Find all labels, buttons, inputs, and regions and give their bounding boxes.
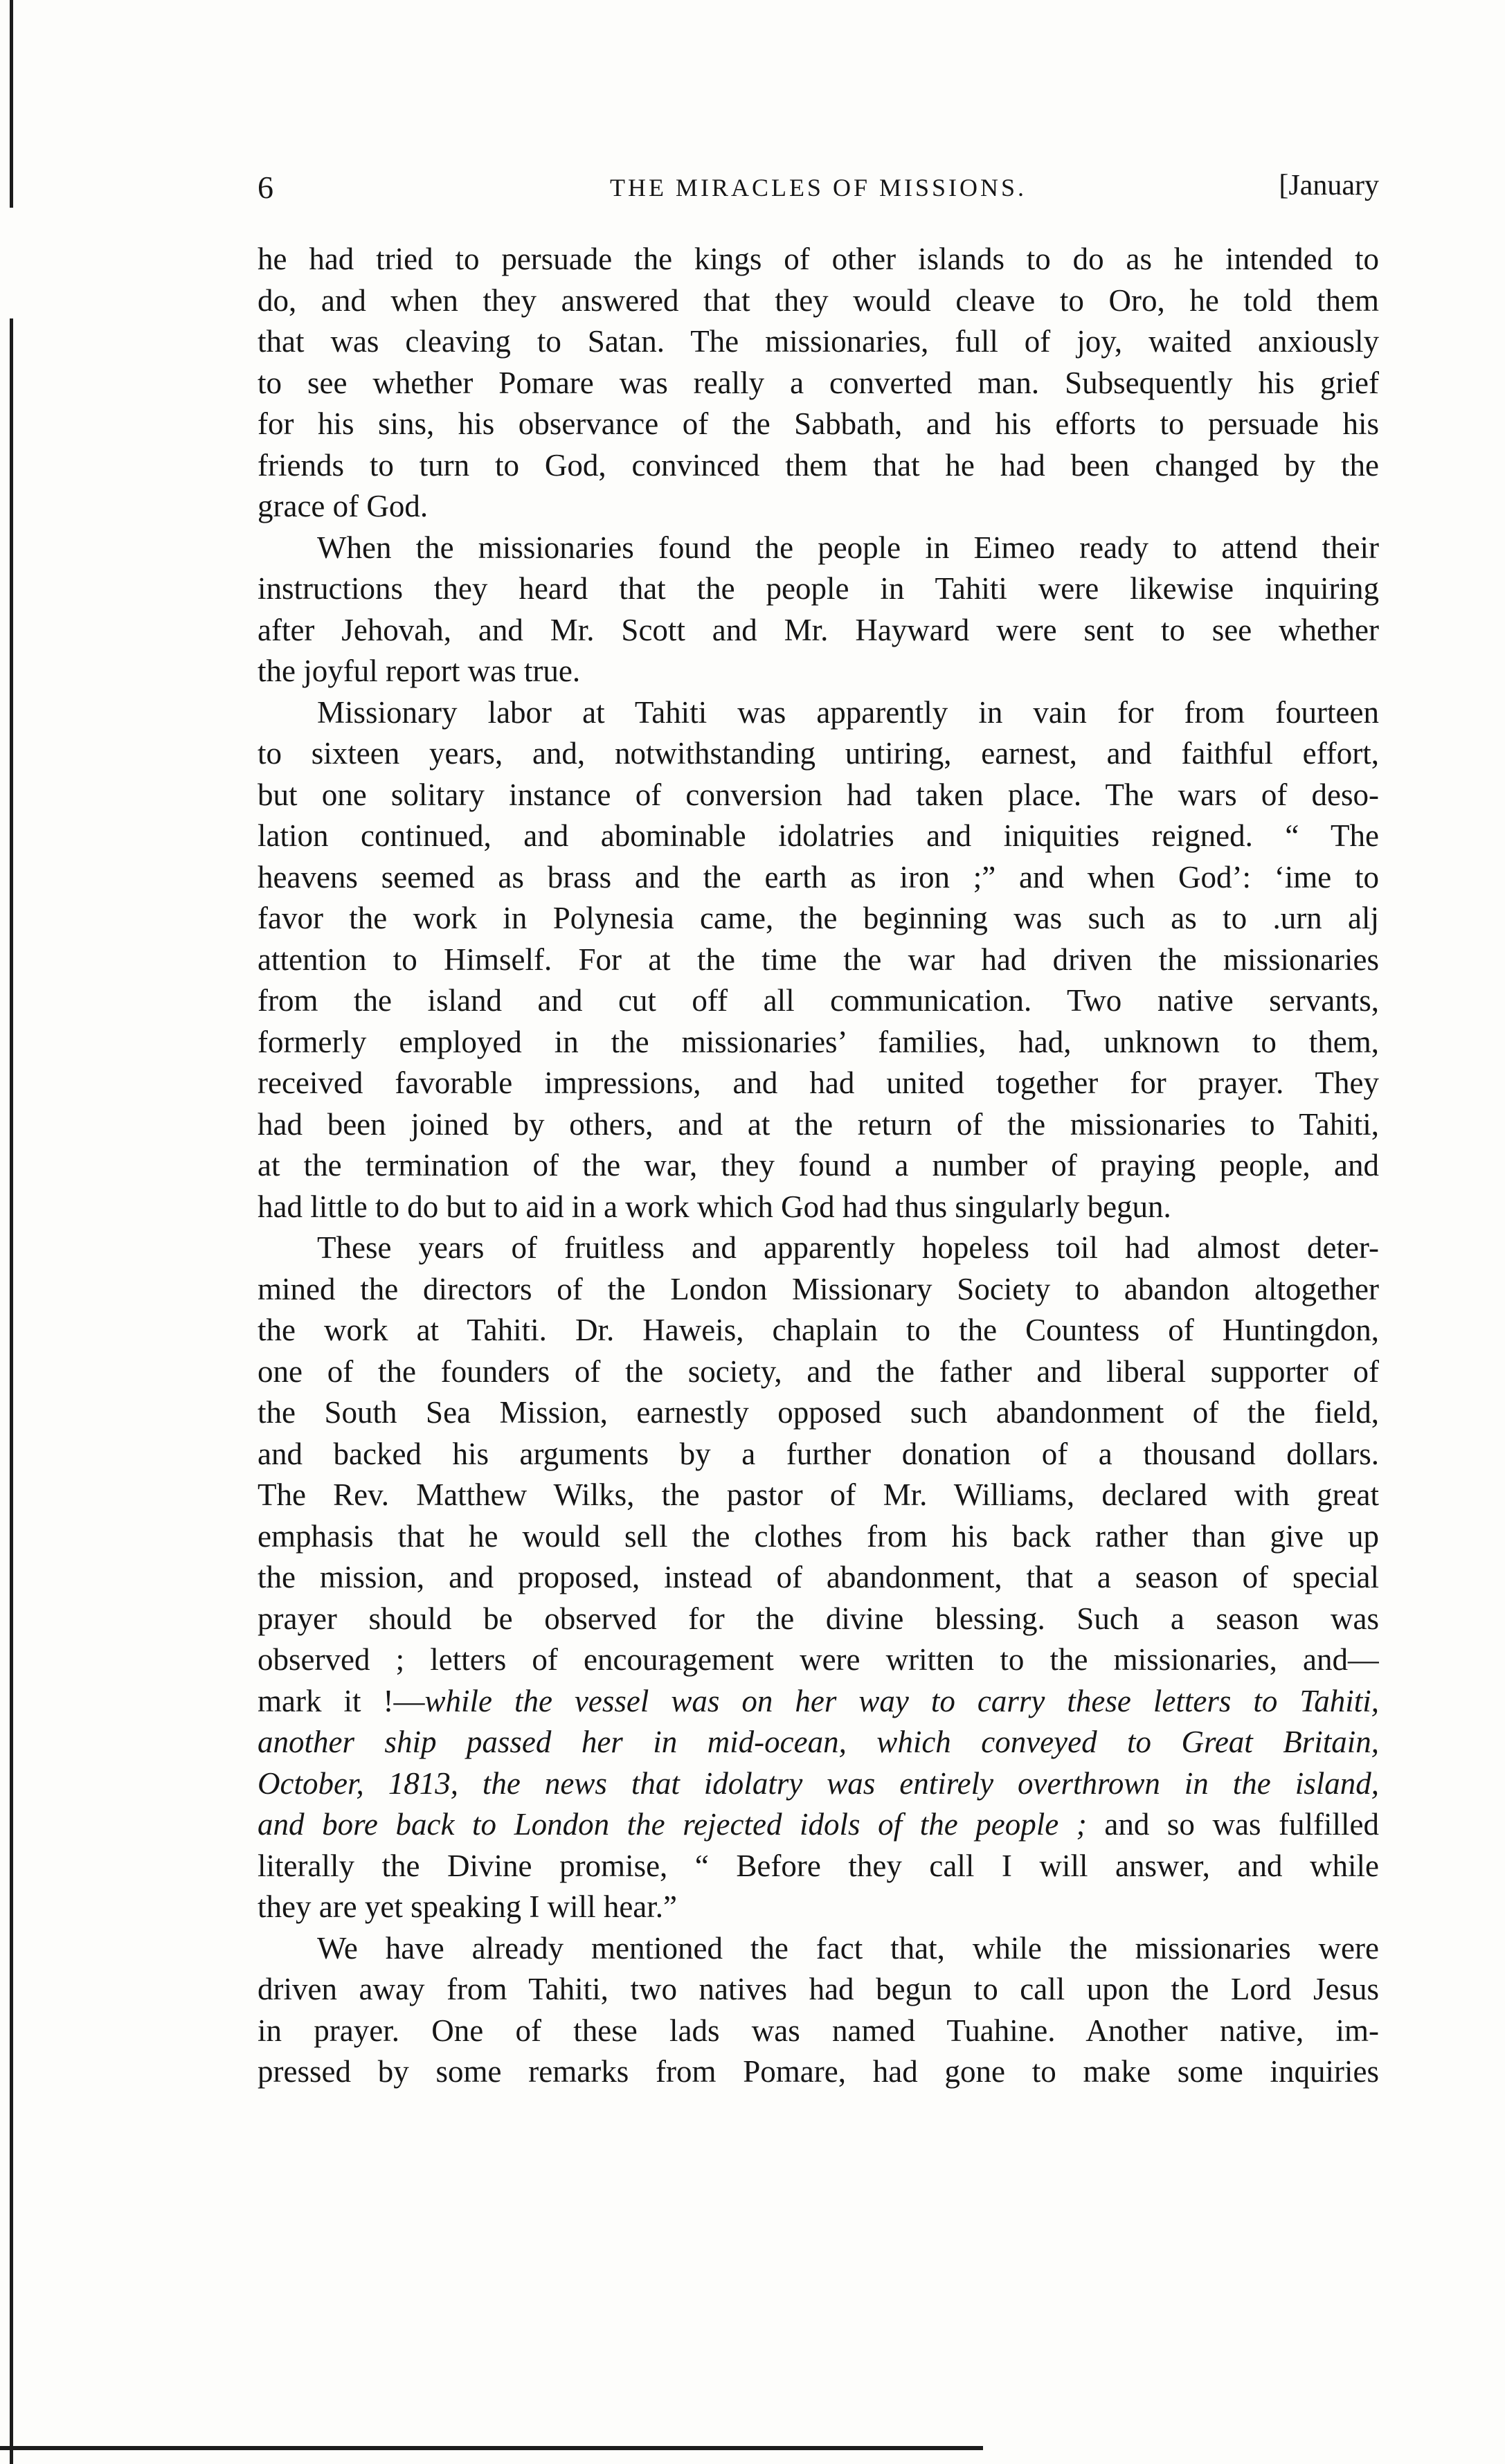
scan-edge-bottom	[0, 2446, 983, 2450]
line-text: had been joined by others, and at the return of the missionaries to Tahiti,	[258, 1106, 1379, 1142]
line-text: When the missionaries found the people in Eimeo ready to attend their	[317, 530, 1379, 565]
line-text: attention to Himself. For at the time the war had driven the missionaries	[258, 942, 1379, 977]
text-line	[258, 733, 1379, 775]
text-line	[258, 1928, 1379, 1970]
line-text: lation continued, and abominable idolatries and iniquities reigned. “ The	[258, 818, 1379, 853]
line-text: driven away from Tahiti, two natives had begun to call upon the Lord Jesus	[258, 1972, 1379, 2006]
text-line	[258, 1887, 1379, 1928]
running-title: THE MIRACLES OF MISSIONS.	[609, 174, 1027, 201]
scan-edge-gap	[7, 208, 17, 318]
text-line	[258, 280, 1379, 322]
text-line	[258, 445, 1379, 487]
line-text: emphasis that he would sell the clothes from his back rather than give up	[258, 1518, 1379, 1554]
line-text: literally the Divine promise, “ Before they call I will answer, and while	[258, 1848, 1379, 1883]
text-line	[258, 1269, 1379, 1311]
text-line	[258, 980, 1379, 1022]
line-text: to see whether Pomare was really a converted man. Subsequently his grief	[258, 365, 1379, 400]
text-line	[258, 816, 1379, 857]
line-text: in prayer. One of these lads was named Tuahine. Another native, im-	[258, 2013, 1379, 2048]
line-text: he had tried to persuade the kings of other islands to do as he intended to	[258, 242, 1379, 276]
text-line	[258, 404, 1379, 445]
text-line	[258, 1557, 1379, 1599]
text-line	[258, 898, 1379, 939]
text-line	[258, 486, 1379, 528]
line-text: pressed by some remarks from Pomare, had gone to make some inquiries	[258, 2054, 1379, 2089]
line-text: favor the work in Polynesia came, the beginning was such as to .urn alj	[258, 901, 1379, 935]
line-text: friends to turn to God, convinced them that he had been changed by the	[258, 447, 1379, 483]
text-line	[258, 1187, 1379, 1228]
text-line	[258, 1475, 1379, 1516]
line-text: received favorable impressions, and had united together for prayer. They	[258, 1065, 1379, 1100]
text-line	[258, 1145, 1379, 1187]
line-text: The Rev. Matthew Wilks, the pastor of Mr. Williams, declared with great	[258, 1477, 1379, 1512]
text-line	[258, 1022, 1379, 1063]
line-text: These years of fruitless and apparently hopeless toil had almost deter-	[317, 1230, 1379, 1265]
line-italic-text: while the vessel was on her way to carry these letters to Tahiti,	[424, 1683, 1379, 1718]
line-text: mark it !—	[258, 1683, 425, 1718]
text-line	[258, 1681, 1379, 1723]
text-line	[258, 1227, 1379, 1269]
line-text: one of the founders of the society, and the father and liberal supporter of	[258, 1354, 1379, 1389]
text-line	[258, 1351, 1379, 1393]
text-line	[258, 568, 1379, 610]
page-header	[258, 165, 1379, 213]
line-text: the work at Tahiti. Dr. Haweis, chaplain to the Countess of Huntingdon,	[258, 1313, 1379, 1347]
line-text: heavens seemed as brass and the earth as iron ;” and when God’: ‘ime to	[258, 859, 1379, 894]
scan-edge-left	[10, 0, 13, 2464]
text-line	[258, 239, 1379, 280]
text-line	[258, 610, 1379, 651]
line-text: had little to do but to aid in a work which God had thus singularly begun.	[258, 1189, 1171, 1224]
text-line	[258, 857, 1379, 899]
text-line	[258, 692, 1379, 734]
line-text: to sixteen years, and, notwithstanding untiring, earnest, and faithful effort,	[258, 736, 1379, 771]
line-text: from the island and cut off all communication. Two native servants,	[258, 983, 1379, 1018]
text-line	[258, 651, 1379, 692]
line-italic-text: another ship passed her in mid-ocean, which conveyed to Great Britain,	[258, 1725, 1379, 1759]
line-text: for his sins, his observance of the Sabbath, and his efforts to persuade his	[258, 406, 1379, 441]
text-line	[258, 1599, 1379, 1640]
text-line	[258, 1969, 1379, 2011]
text-line	[258, 363, 1379, 404]
line-text: the joyful report was true.	[258, 654, 581, 688]
text-line	[258, 2051, 1379, 2093]
line-text: grace of God.	[258, 489, 429, 523]
text-line	[258, 1639, 1379, 1681]
text-line	[258, 1722, 1379, 1763]
text-line	[258, 939, 1379, 981]
line-text: prayer should be observed for the divine blessing. Such a season was	[258, 1601, 1379, 1636]
line-text: after Jehovah, and Mr. Scott and Mr. Hayward were sent to see whether	[258, 612, 1379, 647]
text-line	[258, 1516, 1379, 1558]
line-text: We have already mentioned the fact that, while the missionaries were	[317, 1930, 1379, 1966]
text-line	[258, 1846, 1379, 1887]
header-month: [January	[1279, 170, 1379, 201]
line-text: the mission, and proposed, instead of abandonment, that a season of special	[258, 1560, 1379, 1594]
text-line	[258, 1104, 1379, 1146]
line-text: but one solitary instance of conversion had taken place. The wars of deso-	[258, 777, 1379, 812]
line-text: they are yet speaking I will hear.”	[258, 1889, 678, 1924]
text-line	[258, 1063, 1379, 1104]
line-italic-text: October, 1813, the news that idolatry was entirely overthrown in the island,	[258, 1765, 1379, 1801]
text-line	[258, 1434, 1379, 1475]
line-text: that was cleaving to Satan. The missionaries, full of joy, waited anxiously	[258, 324, 1379, 359]
line-text: and backed his arguments by a further donation of a thousand dollars.	[258, 1436, 1379, 1471]
line-text: Missionary labor at Tahiti was apparently in vain for from fourteen	[317, 694, 1379, 730]
line-text: at the termination of the war, they found a number of praying people, and	[258, 1148, 1379, 1182]
line-text: formerly employed in the missionaries’ families, had, unknown to them,	[258, 1024, 1379, 1059]
line-text: do, and when they answered that they would cleave to Oro, he told them	[258, 282, 1379, 318]
line-text-after: and so was fulfilled	[1086, 1807, 1379, 1842]
line-text: instructions they heard that the people in Tahiti were likewise inquiring	[258, 571, 1379, 606]
text-line	[258, 1310, 1379, 1351]
text-line	[258, 321, 1379, 363]
body-text	[258, 239, 1379, 2093]
text-line	[258, 1392, 1379, 1434]
text-line	[258, 1763, 1379, 1805]
line-text: mined the directors of the London Missionary Society to abandon altogether	[258, 1271, 1379, 1306]
text-line	[258, 775, 1379, 816]
page-number: 6	[258, 170, 273, 205]
text-line	[258, 528, 1379, 569]
text-line	[258, 1804, 1379, 1846]
line-text: the South Sea Mission, earnestly opposed such abandonment of the field,	[258, 1395, 1379, 1430]
line-italic-text: and bore back to London the rejected idols of the people ;	[258, 1807, 1087, 1842]
text-line	[258, 2011, 1379, 2052]
line-text: observed ; letters of encouragement were written to the missionaries, and—	[258, 1642, 1379, 1677]
